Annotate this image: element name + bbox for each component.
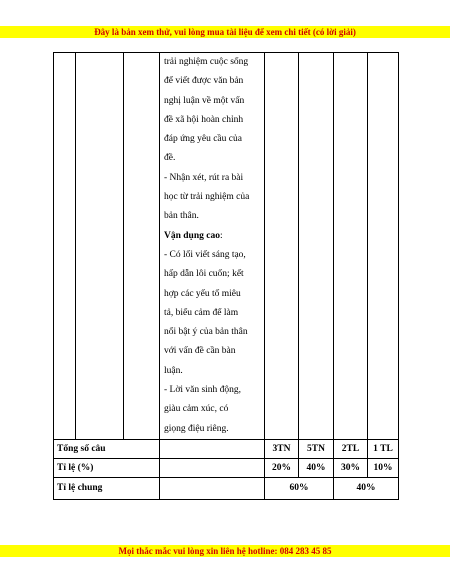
content-row (54, 53, 399, 440)
requirement-line: nghị luận về một vấn (164, 95, 245, 106)
requirement-line: - Nhận xét, rút ra bài (164, 172, 244, 183)
preview-notice-banner: Đây là bản xem thử, vui lòng mua tài liệu để xem chi tiết (có lời giải) (0, 26, 450, 38)
empty-cell (54, 53, 76, 440)
empty-cell (299, 53, 334, 440)
requirement-line: bản thân. (164, 211, 199, 222)
ratio-value: 30% (334, 458, 368, 477)
empty-cell (160, 477, 265, 499)
requirement-line: nổi bật ý của bản thân (164, 327, 248, 338)
empty-cell (160, 458, 265, 477)
empty-cell (265, 53, 299, 440)
requirement-line: tả, biểu cảm để làm (164, 307, 239, 318)
requirement-line: hợp các yếu tố miêu (164, 288, 241, 299)
common-ratio-label: Tỉ lệ chung (54, 477, 160, 499)
requirement-line: đề xã hội hoàn chỉnh (164, 114, 244, 125)
requirement-line: hấp dẫn lôi cuốn; kết (164, 269, 244, 280)
empty-cell (334, 53, 368, 440)
common-ratio-row (54, 477, 399, 499)
requirement-line: học từ trải nghiệm của (164, 192, 250, 203)
ratio-value: 20% (265, 458, 299, 477)
total-value: 2TL (334, 439, 368, 458)
empty-cell (124, 53, 160, 440)
ratio-value: 40% (299, 458, 334, 477)
hotline-banner: Mọi thắc mắc vui lòng xin liên hệ hotline: 084 283 45 85 (0, 545, 450, 557)
ratio-row (54, 458, 399, 477)
total-value: 5TN (299, 439, 334, 458)
requirement-line: để viết được văn bản (164, 76, 244, 87)
requirement-line: - Có lối viết sáng tạo, (164, 249, 246, 260)
total-value: 3TN (265, 439, 299, 458)
requirement-line: luận. (164, 365, 183, 376)
requirement-line: với vấn đề cần bàn (164, 346, 236, 357)
requirement-line: trải nghiệm cuộc sống (164, 57, 249, 67)
total-label: Tổng số câu (54, 439, 160, 458)
ratio-label: Tỉ lệ (%) (54, 458, 160, 477)
total-row (54, 439, 399, 458)
matrix-table (53, 52, 399, 500)
requirement-line: - Lời văn sinh động, (164, 385, 242, 396)
empty-cell (368, 53, 399, 440)
requirements-cell (160, 53, 265, 440)
requirement-line: giàu cảm xúc, có (164, 404, 229, 415)
level-heading: Vận dụng cao: (164, 230, 223, 241)
requirement-line: giọng điệu riêng. (164, 423, 229, 434)
requirement-line: đề. (164, 153, 176, 164)
total-value: 1 TL (368, 439, 399, 458)
empty-cell (160, 439, 265, 458)
requirement-line: đáp ứng yêu cầu của (164, 134, 242, 145)
common-ratio-value: 60% (265, 477, 334, 499)
ratio-value: 10% (368, 458, 399, 477)
common-ratio-value: 40% (334, 477, 399, 499)
empty-cell (76, 53, 124, 440)
